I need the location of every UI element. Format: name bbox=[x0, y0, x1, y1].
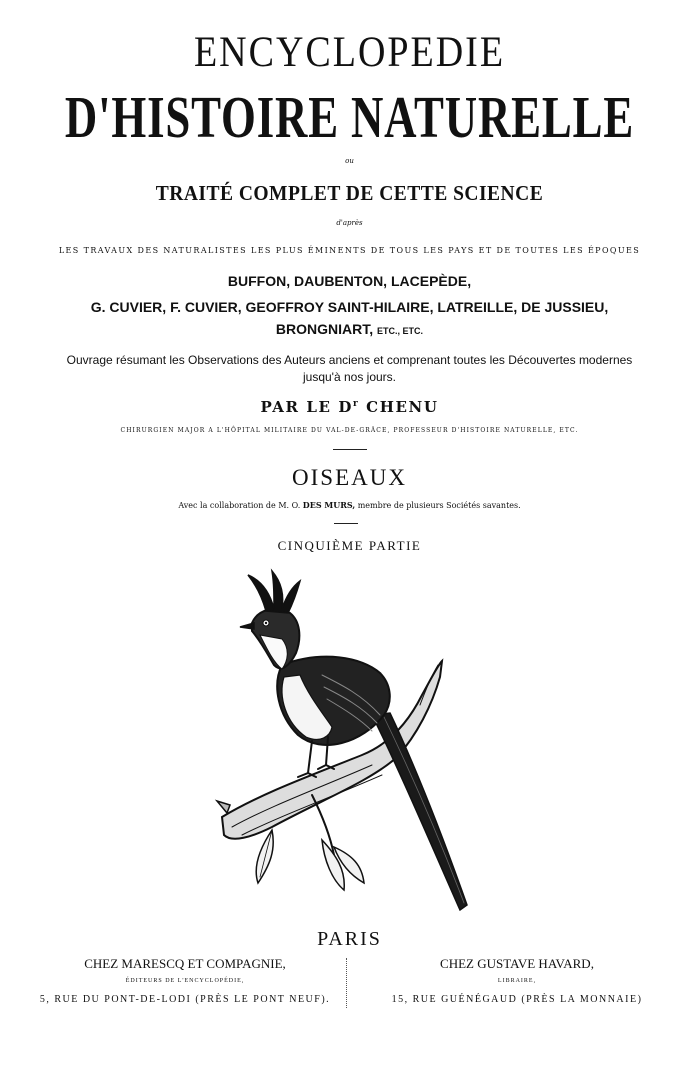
collab-prefix: Avec la collaboration de M. O. bbox=[178, 501, 301, 510]
part-label: CINQUIÈME PARTIE bbox=[277, 538, 422, 553]
publisher-right-address: 15, RUE GUÉNÉGAUD (PRÈS LA MONNAIE) bbox=[391, 994, 643, 1005]
author-sup: r bbox=[353, 399, 360, 409]
naturalists-brongniart: BRONGNIART, bbox=[275, 321, 374, 337]
title-ou: ou bbox=[345, 157, 354, 165]
naturalists-etc: ETC., ETC. bbox=[377, 326, 424, 336]
title-histoire-naturelle: D'HISTOIRE NATURELLE bbox=[64, 83, 635, 150]
collaboration-line bbox=[0, 500, 699, 510]
bird-tail bbox=[372, 713, 467, 910]
travaux-line: LES TRAVAUX DES NATURALISTES LES PLUS ÉMINENTS DE TOUS LES PAYS ET DE TOUTES LES ÉPOQUES bbox=[58, 246, 641, 255]
title-encyclopedie: ENCYCLOPEDIE bbox=[193, 27, 506, 77]
volume-subject: OISEAUX bbox=[292, 465, 407, 490]
naturalists-line-2: G. CUVIER, F. CUVIER, GEOFFROY SAINT-HILAIRE, LATREILLE, DE JUSSIEU, bbox=[90, 299, 609, 315]
divider-under-collab bbox=[334, 523, 358, 524]
bird-beak bbox=[240, 623, 254, 629]
crested-bird-on-branch-engraving bbox=[212, 565, 492, 920]
author-credentials: CHIRURGIEN MAJOR A L'HÔPITAL MILITAIRE DU VAL-DE-GRÂCE, PROFESSEUR D'HISTOIRE NATURELLE, ETC. bbox=[120, 427, 579, 434]
apres-label: d'après bbox=[336, 219, 363, 227]
naturalists-line-3 bbox=[0, 321, 699, 337]
subtitle: TRAITÉ COMPLET DE CETTE SCIENCE bbox=[155, 181, 544, 205]
naturalists-line-1: BUFFON, DAUBENTON, LACEPÈDE, bbox=[227, 273, 472, 289]
divider-short bbox=[333, 449, 367, 450]
leaf-left bbox=[256, 830, 273, 883]
ouvrage-line-1: Ouvrage résumant les Observations des Auteurs anciens et comprenant toutes les Découvertes modernes bbox=[66, 353, 633, 367]
author-prefix: PAR LE D bbox=[260, 398, 353, 416]
city-label: PARIS bbox=[317, 928, 382, 950]
author-name: CHENU bbox=[366, 398, 439, 416]
publisher-left-role: ÉDITEURS DE L'ENCYCLOPÉDIE, bbox=[125, 978, 245, 984]
publisher-right-role: LIBRAIRE, bbox=[497, 978, 537, 984]
publisher-left-address: 5, RUE DU PONT-DE-LODI (PRÈS LE PONT NEUF). bbox=[39, 994, 331, 1005]
author-line bbox=[0, 398, 699, 416]
ouvrage-line-2: jusqu'à nos jours. bbox=[302, 370, 396, 384]
publisher-left-name: CHEZ MARESCQ ET COMPAGNIE, bbox=[84, 956, 286, 971]
publisher-separator bbox=[346, 958, 348, 1008]
ouvrage-description bbox=[0, 352, 699, 386]
collab-suffix: membre de plusieurs Sociétés savantes. bbox=[357, 501, 521, 510]
publisher-right-name: CHEZ GUSTAVE HAVARD, bbox=[440, 956, 594, 971]
bird-crest bbox=[248, 571, 300, 613]
collab-name: DES MURS, bbox=[302, 500, 356, 510]
